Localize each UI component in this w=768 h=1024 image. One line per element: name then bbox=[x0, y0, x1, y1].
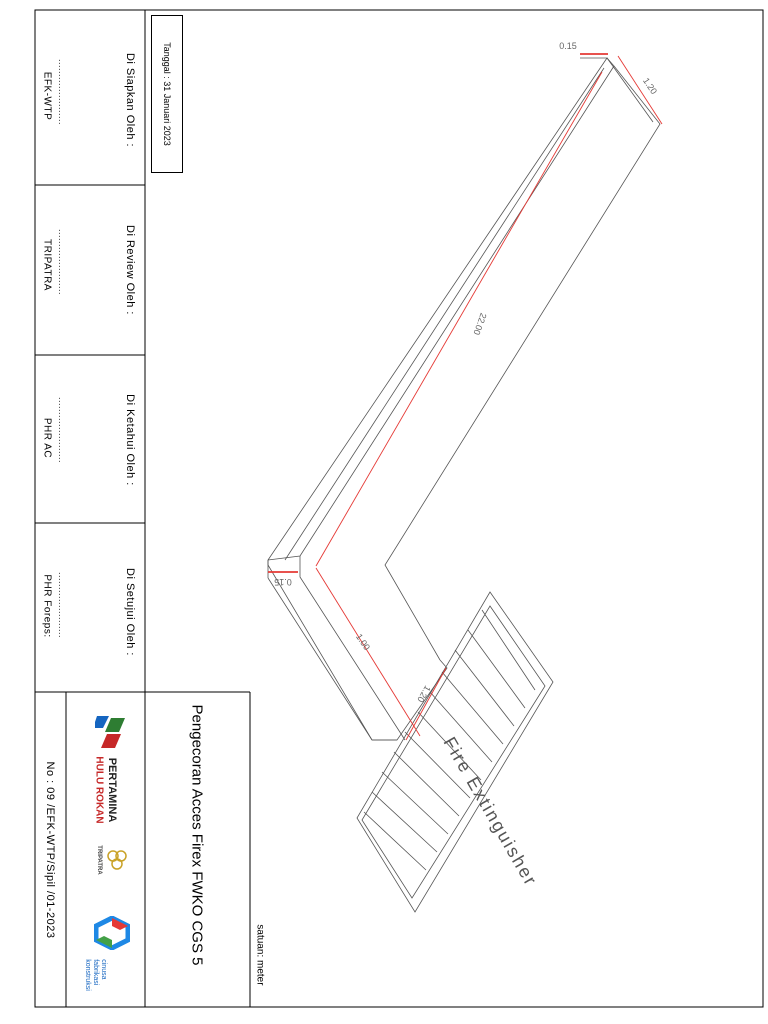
hatch bbox=[455, 650, 514, 726]
slab-front-bottom bbox=[268, 578, 372, 740]
sheet-border bbox=[35, 10, 763, 1007]
fire-extinguisher-label: Fire Extinguisher bbox=[439, 733, 542, 890]
slab-outer-edge bbox=[268, 58, 607, 740]
tripatra-icon bbox=[105, 848, 129, 872]
dim-short-length-label: 1.00 bbox=[353, 631, 373, 653]
hatch bbox=[468, 630, 525, 708]
dim-short-width bbox=[406, 668, 446, 740]
date-text: Tanggal : 31 Januari 2023 bbox=[162, 42, 172, 146]
slab-parallel bbox=[285, 68, 604, 560]
cinusa-name: cinusa fabrikasi konstruksi bbox=[84, 959, 107, 991]
cinusa-logo bbox=[94, 916, 130, 950]
tripatra-logo bbox=[105, 848, 129, 872]
dim-short-width-label: 1.20 bbox=[415, 683, 433, 705]
slab-inner-top bbox=[385, 66, 660, 660]
sig-acknowledged-title: Di Ketahui Oleh : bbox=[124, 394, 136, 486]
sig-approved-name: PHR Foreps: bbox=[41, 574, 53, 638]
dim-long-length-label: 22.00 bbox=[471, 311, 489, 337]
dim-short-length bbox=[316, 568, 420, 736]
sig-approved-title: Di Setujui Oleh : bbox=[124, 568, 136, 656]
pertamina-sub: HULU ROKAN bbox=[93, 756, 105, 824]
pertamina-logo bbox=[95, 714, 129, 752]
hatch bbox=[364, 812, 426, 870]
sig-acknowledged-name: PHR AC bbox=[41, 417, 53, 459]
hatch bbox=[372, 792, 437, 852]
sig-reviewed-name: TRIPATRA bbox=[41, 239, 53, 291]
sig-reviewed-line: ...................... bbox=[57, 228, 67, 296]
hatch bbox=[382, 772, 448, 834]
sig-prepared-title: Di Siapkan Oleh : bbox=[124, 52, 136, 148]
sig-approved-line: ...................... bbox=[57, 571, 67, 639]
walkway-drawing bbox=[268, 58, 660, 740]
document-number: No : 09 /EFK-WTP/Sipil /01-2023 bbox=[44, 761, 56, 939]
unit-note: satuan: meter bbox=[254, 924, 266, 986]
cinusa-icon bbox=[94, 916, 130, 950]
pertamina-name: PERTAMINA bbox=[106, 757, 118, 823]
sig-prepared-name: EFK-WTP bbox=[41, 71, 53, 121]
hatch bbox=[442, 672, 503, 744]
slab-corner bbox=[372, 660, 447, 740]
sig-acknowledged-line: ...................... bbox=[57, 396, 67, 464]
sig-reviewed-title: Di Review Oleh : bbox=[124, 225, 136, 315]
dim-top-thickness-label: 0.15 bbox=[559, 41, 577, 51]
dim-short-thickness-label: 0.15 bbox=[274, 577, 292, 587]
dim-long-line bbox=[316, 72, 602, 566]
sig-prepared-line: ...................... bbox=[57, 58, 67, 126]
drawing-title: Pengecoran Acces Firex FWKO CGS 5 bbox=[188, 704, 206, 966]
pertamina-icon bbox=[95, 714, 129, 752]
slab-inner-edge bbox=[300, 556, 405, 740]
hatch bbox=[482, 610, 535, 690]
dimension-lines bbox=[268, 54, 662, 740]
tripatra-name: TRIPATRA bbox=[96, 845, 102, 875]
dim-top-width-label: 1.20 bbox=[640, 75, 660, 97]
